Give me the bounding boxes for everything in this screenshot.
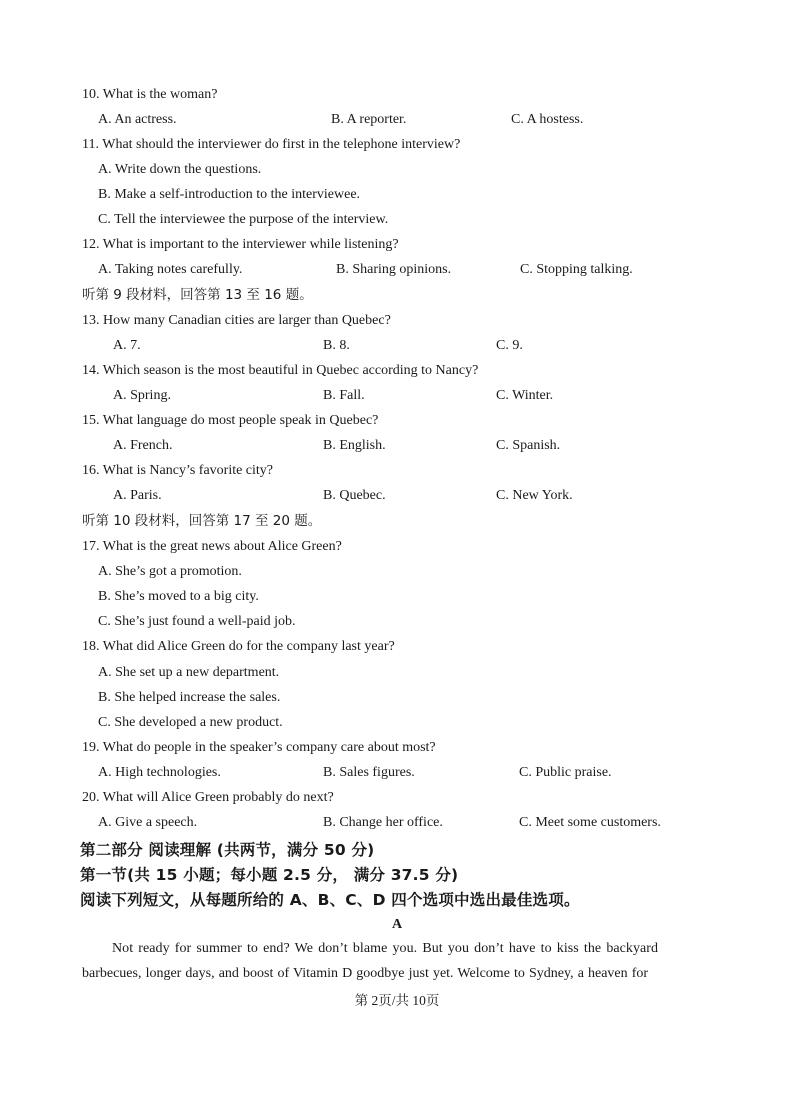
question-15: 15. What language do most people speak in Quebec? xyxy=(82,413,379,428)
passage-line-2: barbecues, longer days, and boost of Vitamin D goodbye just yet. Welcome to Sydney, a heaven for xyxy=(82,966,649,981)
q14-option-a: A. Spring. xyxy=(113,388,171,403)
segment-9-instruction: 听第 9 段材料，回答第 13 至 16 题。 xyxy=(82,287,313,303)
q11-option-b: B. Make a self-introduction to the interviewee. xyxy=(98,187,361,202)
q14-option-b: B. Fall. xyxy=(323,388,365,403)
q20-option-b: B. Change her office. xyxy=(323,815,443,830)
section-1-title: 第一节(共 15 小题；每小题 2.5 分， 满分 37.5 分) xyxy=(80,866,459,884)
q17-option-c: C. She’s just found a well-paid job. xyxy=(98,614,296,629)
q15-option-c: C. Spanish. xyxy=(496,438,561,453)
question-14: 14. Which season is the most beautiful in Quebec according to Nancy? xyxy=(82,363,479,378)
q18-option-c: C. She developed a new product. xyxy=(98,715,283,730)
part-2-title: 第二部分 阅读理解 (共两节，满分 50 分) xyxy=(80,841,375,859)
q10-option-a: A. An actress. xyxy=(98,112,177,127)
q12-option-a: A. Taking notes carefully. xyxy=(98,262,243,277)
q12-option-c: C. Stopping talking. xyxy=(520,262,633,277)
q15-option-b: B. English. xyxy=(323,438,386,453)
q17-option-a: A. She’s got a promotion. xyxy=(98,564,242,579)
q11-option-c: C. Tell the interviewee the purpose of the interview. xyxy=(98,212,389,227)
q10-option-c: C. A hostess. xyxy=(511,112,584,127)
question-17: 17. What is the great news about Alice Green? xyxy=(82,539,342,554)
q19-option-c: C. Public praise. xyxy=(519,765,612,780)
question-18: 18. What did Alice Green do for the company last year? xyxy=(82,639,395,654)
page-footer: 第 2页/共 10页 xyxy=(354,993,440,1008)
q20-option-c: C. Meet some customers. xyxy=(519,815,661,830)
reading-directions: 阅读下列短文，从每题所给的 A、B、C、D 四个选项中选出最佳选项。 xyxy=(80,891,580,909)
q12-option-b: B. Sharing opinions. xyxy=(336,262,452,277)
q19-option-a: A. High technologies. xyxy=(98,765,221,780)
passage-line-1: Not ready for summer to end? We don’t blame you. But you don’t have to kiss the backyard xyxy=(112,941,659,956)
q20-option-a: A. Give a speech. xyxy=(98,815,198,830)
question-11: 11. What should the interviewer do first in the telephone interview? xyxy=(82,137,461,152)
q18-option-b: B. She helped increase the sales. xyxy=(98,690,281,705)
question-10: 10. What is the woman? xyxy=(82,87,218,102)
q16-option-a: A. Paris. xyxy=(113,488,162,503)
question-13: 13. How many Canadian cities are larger than Quebec? xyxy=(82,313,391,328)
q18-option-a: A. She set up a new department. xyxy=(98,665,280,680)
q10-option-b: B. A reporter. xyxy=(331,112,407,127)
q16-option-b: B. Quebec. xyxy=(323,488,386,503)
segment-10-instruction: 听第 10 段材料，回答第 17 至 20 题。 xyxy=(82,513,322,529)
q11-option-a: A. Write down the questions. xyxy=(98,162,262,177)
question-20: 20. What will Alice Green probably do next? xyxy=(82,790,334,805)
passage-label: A xyxy=(391,917,403,932)
q13-option-b: B. 8. xyxy=(323,338,350,353)
question-12: 12. What is important to the interviewer while listening? xyxy=(82,237,399,252)
q13-option-c: C. 9. xyxy=(496,338,523,353)
q19-option-b: B. Sales figures. xyxy=(323,765,415,780)
q17-option-b: B. She’s moved to a big city. xyxy=(98,589,259,604)
q16-option-c: C. New York. xyxy=(496,488,573,503)
q13-option-a: A. 7. xyxy=(113,338,141,353)
question-19: 19. What do people in the speaker’s company care about most? xyxy=(82,740,436,755)
q15-option-a: A. French. xyxy=(113,438,173,453)
question-16: 16. What is Nancy’s favorite city? xyxy=(82,463,274,478)
q14-option-c: C. Winter. xyxy=(496,388,554,403)
